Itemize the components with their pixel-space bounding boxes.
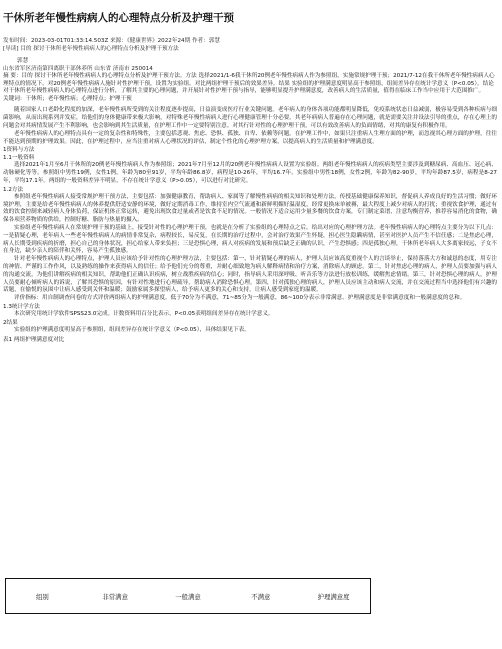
paragraph: 实验组老年慢性病病人在常规护理干预的基础上，接受针对性的心理护理干预，也就是在分析了实验组的心理特点之后，给出对应的心理护理方法。老年慢性病病人的心理特点主要分为以下几点：一是猜疑心理，老年病人一些老年慢性病病人的病情非常复杂，病程较长，易反复，在长期的治疗过程中，会对治疗效果产生怀疑，担心医生隐瞒病情，甚至对医护人员产生不信任感；二是焦虑心理，病人长期受到疾病的折磨，担心自己的身体状况，担心给家人带来负担；三是恐惧心理，病人对疾病的发展和预后缺乏正确的认识，产生恐惧感；四是孤独心理，干休所老年病人大多离家较远，子女不在身边，缺少亲人的陪伴和关怀，容易产生孤独感。 — [3, 224, 497, 255]
lead-text: [导读] 目的 探讨干休所老年慢性病病人的心理特点分析及护理干预方法 — [3, 46, 179, 52]
satisfaction-table — [5, 578, 371, 614]
paragraph: 选择2021年1月至6月干休所的20例老年慢性病病人作为参照组；2021年7月至12月的20例老年慢性病病人设置为实验组。两组老年慢性病病人的疾病类型主要涉及到糖尿病、高血压、冠心病、动脉硬化等等。参照组中男性19例，女性1例，年龄为80至91岁，平均年龄86.8岁，病程是10-26年，平均16.7年。实验组中男性18例，女性2例，年龄为82-90岁，平均年龄87.5岁，病程是8-27年，平均17.1年。两组的一般资料差异不明显，不存在统计学意义（P>0.05），可以进行对比研究。 — [3, 162, 497, 184]
paragraph: 本次研究用统计学软件SPSS23.0完成。计数资料用百分比表示，P<0.05表明组间差异存在统计学意义。 — [14, 310, 274, 317]
section-heading: 1.3统计学方法 — [3, 303, 40, 310]
article-body — [3, 107, 497, 343]
paragraph: 参照组老年慢性病病人接受常规护理干预方法，主要包括：加强健康教育，帮助病人、家属等了解慢性病病的相关知识和处理方法，传授基础健康保养知识，督促病人养成良好的生活习惯；做好环境护理，主要是给老年慢性病病人的休养提供舒适安静的环境，做好定期消毒工作，维持室内空气流通和新鲜明媚好温湿度，经常更换床单被褥，最大程度上减少对病人的打扰；重视饮食护理，通过有效的饮食控制来减轻病人身体负荷，保证机体正常运转，避免出现饮食过量或者是饮食不足的情况。一般情况下适合运用少量多餐的饮食方案，专门制定菜谱，注意均衡营养，推荐容易消化的食物，确保各项营养物质的供给，控制好糖、脂肪与热量的摄入。 — [3, 193, 497, 224]
section-heading: 2结果 — [3, 319, 18, 326]
table-header-cell: 组别 — [36, 592, 49, 601]
section-heading: 1资料与方法 — [3, 147, 35, 154]
table-header-cell: 非常满意 — [102, 592, 128, 601]
paragraph: 老年慢性病病人的心理特点具有一定的复杂性和特殊性，主要包括悲观、焦虑、恐惧、孤独、自卑、依赖等问题。在护理工作中，如果只注重病人生理方面的护理，而忽视其心理方面的护理，往往不能达到预期的护理效果。因此，在护理过程中，应当注重对病人心理状况的评估，制定个性化的心理护理方案，以提高病人的生活质量和护理满意度。 — [3, 130, 497, 145]
paragraph: 实验组的护理满意度明显高于参照组，组间差异存在统计学意义（P<0.05），具体结果见下表。 — [14, 326, 250, 333]
paragraph: 针对老年慢性病病人的心理特点，护理人员应该给予针对性的心理护理方法，主要包括：第一，针对猜疑心理的病人，护理人员应该高度重视个人的言谈举止，保持落落大方和诚恳的态度，用专注的神情、严谨的工作作风，以及熟练的操作来获得病人的信任；给予他们充分的尊重，并耐心细致地为病人解释病情和治疗方案，消除病人的顾虑。第二，针对焦虑心理的病人，护理人员要加强与病人的沟通交流，为他们讲解疾病的相关知识，帮助他们正确认识疾病，树立战胜疾病的信心；同时，指导病人采用深呼吸、听音乐等方法进行放松训练，缓解焦虑情绪。第三，针对恐惧心理的病人，护理人员要耐心倾听病人的诉说，了解其恐惧的原因，有针对性地进行心理疏导，帮助病人消除恐惧心理。第四，针对孤独心理的病人，护理人员应该主动和病人交流，并在交流过程当中选择他们有兴趣的话题，在愉悦的氛围中让病人感受到关怀和温暖；鼓励家属多探望病人，给予病人更多的关心和支持，让病人感受到家庭的温暖。 — [3, 256, 497, 294]
section-heading: 1.2方法 — [3, 186, 24, 193]
table-header-cell: 一般满意 — [175, 592, 201, 601]
publish-info: 发布时间：2023-03-01T01:33:14.503Z 来源：《健康世界》2022年24期 作者：郭慧 — [3, 38, 220, 44]
table-caption: 表1 两组护理满意度对比 — [3, 336, 65, 343]
author-name: 郭慧 — [17, 58, 29, 64]
paragraph: 随着国家人口老龄化程度的加深，老年慢性病所受到的关注程度逐步提高，日益演变成医疗行业关键问题。老年病人的身体各项功能都明显降低，免疫系统状态日益减弱，极容易受到各种疾病与细菌影响，从而出现系列并发症，给他们的身体健康带来极大影响，对特殊老年慢性病病人进行心理健康管理十分必要。其老年病病人普遍存在心理问题，就是需要关注并设法引导的重点，存在心理上的问题会对其病情发展产生不利影响，也会影响到其生活质量，在护理工作中一定要特别注意。对其行针对性的心理护理干预，可以有效改善病人的负面情绪，对其的康复有积极作用。 — [3, 107, 497, 129]
author-affiliation: 山东省军区济南第四离职干部休养所 山东省 济南市 250014 — [3, 66, 153, 72]
keywords: 关键词：干休所；老年慢性病；心理特点；护理干预 — [3, 95, 132, 102]
paragraph: 评价指标：用自制调查问卷的方式评价两组病人的护理满意度。低于70分为不满意，71~85分为一般满意，86~100分表示非常满意。护理满意度是非常满意度和一般满意度的总和。 — [14, 295, 466, 302]
table-header-cell: 不满意 — [251, 592, 271, 601]
table-header-cell: 护理满意度 — [317, 592, 350, 601]
article-title: 干休所老年慢性病病人的心理特点分析及护理干预 — [3, 12, 234, 24]
section-heading: 1.1一般资料 — [3, 155, 35, 162]
abstract: 摘 要：目的 探讨干休所老年慢性病病人的心理特点分析及护理干预方法。方法 选择2021/1-6我干休所20例老年慢性病病人作为参照组，实施常规护理干预；2021/7-12在我干休所老年慢性病病人心理特点的情况下，对20例老年慢性病病人施针对性护理干预，设置为实验组。对比两组护理干预后的效果差异。结果 实验组的护理满意度明显高于参照组，组间差异存在统计学意义（P<0.05）。结论 对干休所老年慢性病病人的心理特点进行分析，了解其主要的心理问题，并开展针对性护理干预与指导，能够明显提升护理满意度，改善病人的生活质量，值得在临床工作当中应用于大范围推广。 — [3, 73, 495, 95]
